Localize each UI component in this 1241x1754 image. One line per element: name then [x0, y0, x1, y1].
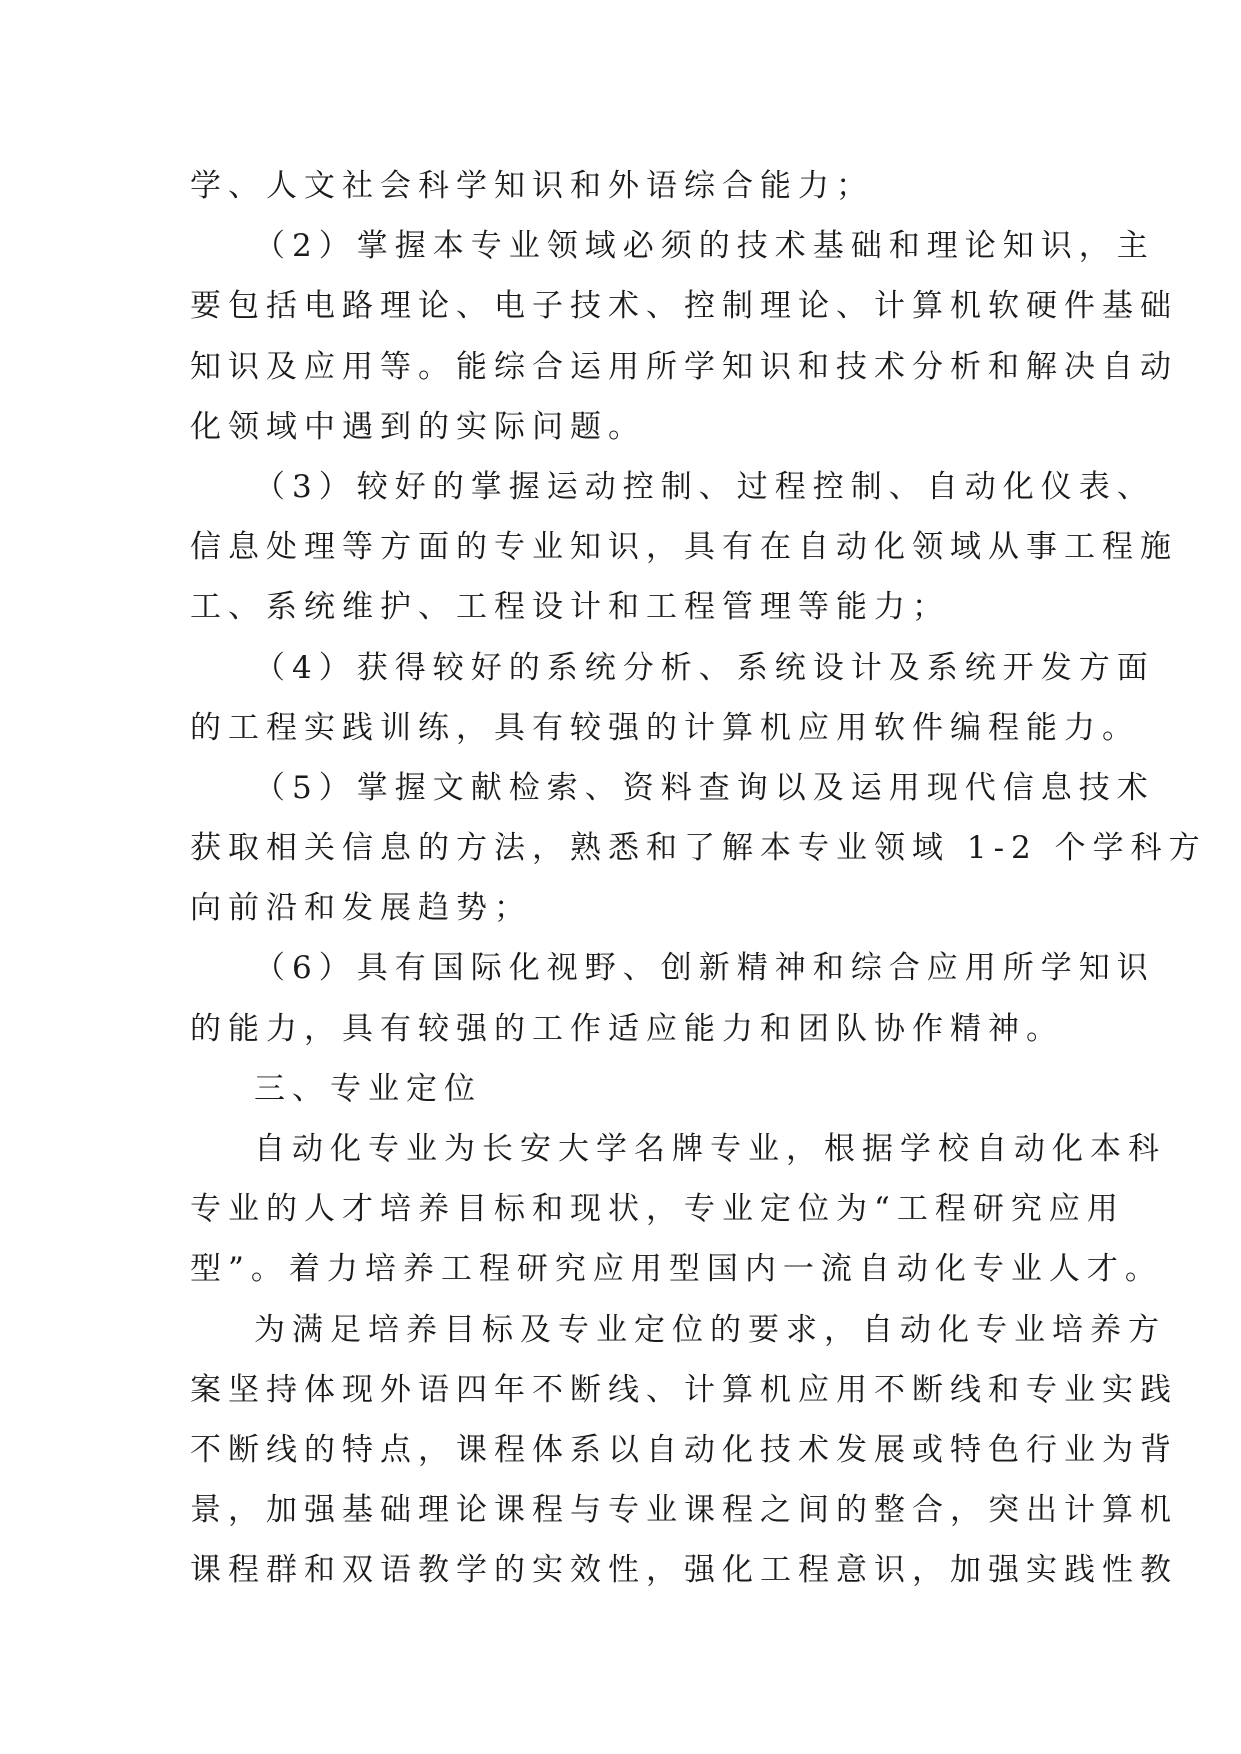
text-line: 要包括电路理论、电子技术、控制理论、计算机软硬件基础 — [190, 288, 1178, 325]
text-line: （6）具有国际化视野、创新精神和综合应用所学知识 — [254, 950, 1155, 987]
text-line: 工、系统维护、工程设计和工程管理等能力； — [190, 589, 950, 626]
text-line: 化领域中遇到的实际问题。 — [190, 408, 646, 445]
text-line: （3）较好的掌握运动控制、过程控制、自动化仪表、 — [254, 468, 1155, 505]
text-line: 获取相关信息的方法，熟悉和了解本专业领域 1-2 个学科方 — [190, 830, 1207, 867]
text-line: 为满足培养目标及专业定位的要求，自动化专业培养方 — [254, 1311, 1166, 1348]
text-line: 课程群和双语教学的实效性，强化工程意识，加强实践性教 — [190, 1552, 1178, 1589]
text-line: 案坚持体现外语四年不断线、计算机应用不断线和专业实践 — [190, 1371, 1178, 1408]
text-line: 的工程实践训练，具有较强的计算机应用软件编程能力。 — [190, 709, 1140, 746]
text-line: 不断线的特点，课程体系以自动化技术发展或特色行业为背 — [190, 1431, 1178, 1468]
document-body — [190, 156, 1207, 1601]
text-line: 信息处理等方面的专业知识，具有在自动化领域从事工程施 — [190, 529, 1178, 566]
text-line: （4）获得较好的系统分析、系统设计及系统开发方面 — [254, 649, 1155, 686]
text-line: 自动化专业为长安大学名牌专业，根据学校自动化本科 — [254, 1131, 1166, 1167]
text-line: 的能力，具有较强的工作适应能力和团队协作精神。 — [190, 1010, 1064, 1047]
text-line: 专业的人才培养目标和现状，专业定位为“工程研究应用 — [190, 1191, 1125, 1228]
section-heading: 三、专业定位 — [254, 1070, 482, 1107]
text-line: 向前沿和发展趋势； — [190, 890, 532, 927]
text-line: 型”。着力培养工程研究应用型国内一流自动化专业人才。 — [190, 1251, 1163, 1288]
text-line: （2）掌握本专业领域必须的技术基础和理论知识，主 — [254, 228, 1155, 265]
text-line: （5）掌握文献检索、资料查询以及运用现代信息技术 — [254, 769, 1155, 806]
text-line: 学、人文社会科学知识和外语综合能力； — [190, 168, 874, 204]
text-line: 知识及应用等。能综合运用所学知识和技术分析和解决自动 — [190, 348, 1178, 385]
text-line: 景，加强基础理论课程与专业课程之间的整合，突出计算机 — [190, 1492, 1178, 1529]
